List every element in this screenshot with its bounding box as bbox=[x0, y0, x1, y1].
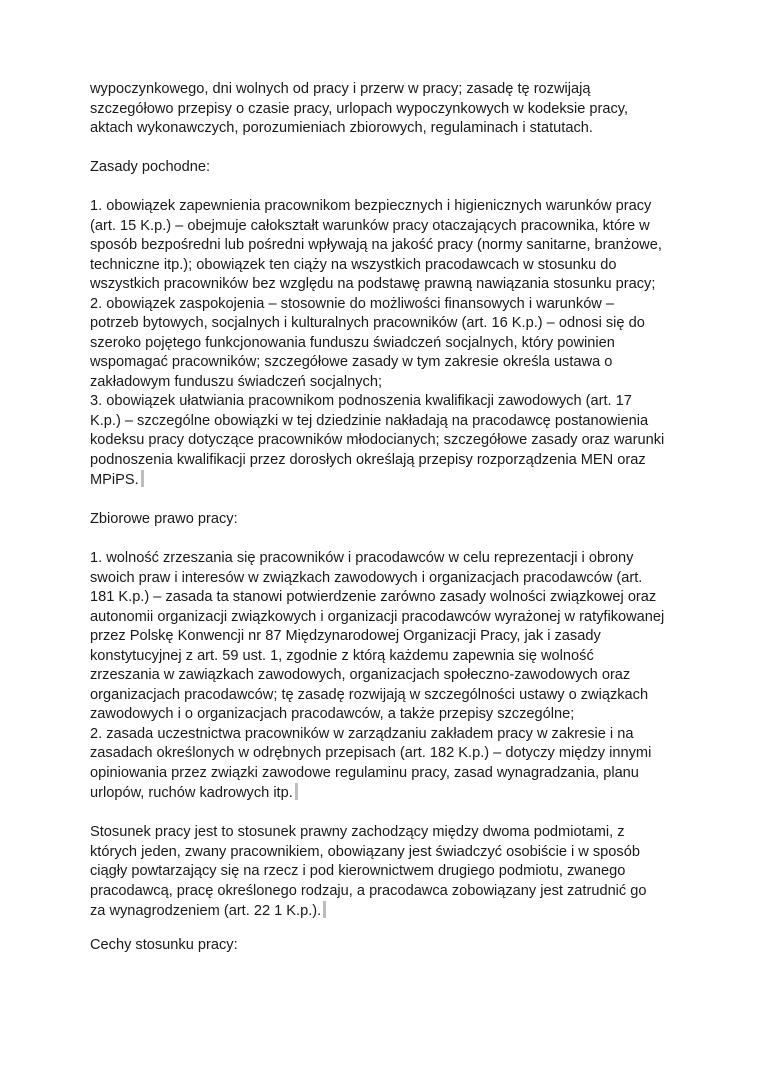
text-line: organizacjach pracodawców; tę zasadę rozwijają w szczególności ustawy o związkach bbox=[90, 686, 649, 703]
heading-derived-principles: Zasady pochodne: bbox=[90, 159, 211, 175]
text-cursor-mark bbox=[323, 901, 326, 918]
text-line: 181 K.p.) – zasada ta stanowi potwierdzenie zarówno zasady wolności związkowej oraz bbox=[90, 589, 657, 605]
text-line: przez Polskę Konwencji nr 87 Międzynarodowej Organizacji Pracy, jak i zasady bbox=[90, 628, 601, 644]
text-line: potrzeb bytowych, socjalnych i kulturalnych pracowników (art. 16 K.p.) – odnosi się do bbox=[90, 315, 645, 331]
collective-law-list bbox=[90, 549, 680, 804]
text-line: ciągły powtarzający się na rzecz i pod kierownictwem drugiego podmiotu, zwanego bbox=[90, 863, 626, 879]
text-line: 2. zasada uczestnictwa pracowników w zarządzaniu zakładem pracy w zakresie i na bbox=[90, 725, 634, 742]
text-line: wspomagać pracowników; szczegółowe zasady w tym zakresie określa ustawa o bbox=[90, 354, 613, 370]
text-line: sposób bezpośredni lub pośredni wpływają na jakość pracy (normy sanitarne, branżowe, bbox=[90, 237, 662, 253]
text-line: 3. obowiązek ułatwiania pracownikom podnoszenia kwalifikacji zawodowych (art. 17 bbox=[90, 393, 632, 409]
heading-employment-features: Cechy stosunku pracy: bbox=[90, 936, 238, 953]
text-line-with-mark bbox=[90, 470, 680, 491]
text-line: zasadach określonych w odrębnych przepisach (art. 182 K.p.) – dotyczy między innymi bbox=[90, 745, 652, 761]
text-line: konstytucyjnej z art. 59 ust. 1, zgodnie z którą każdemu zapewnia się wolność bbox=[90, 647, 594, 664]
text-cursor-mark bbox=[141, 470, 144, 487]
text-line: pracodawcą, pracę określonego rodzaju, a pracodawca zobowiązany jest zatrudnić go bbox=[90, 882, 647, 899]
text-line: zawodowych i o organizacjach pracodawców, a także przepisy szczególne; bbox=[90, 706, 575, 722]
text-line: kodeksu pracy dotyczące pracowników młodocianych; szczegółowe zasady oraz warunki bbox=[90, 432, 665, 448]
text-line: aktach wykonawczych, porozumieniach zbiorowych, regulaminach i statutach. bbox=[90, 120, 593, 136]
text-line: szczegółowo przepisy o czasie pracy, urlopach wypoczynkowych w kodeksie pracy, bbox=[90, 100, 629, 117]
text-line: szeroko pojętego funkcjonowania funduszu świadczeń socjalnych, który powinien bbox=[90, 334, 615, 351]
text-cursor-mark bbox=[295, 783, 298, 800]
text-line: techniczne itp.); obowiązek ten ciąży na wszystkich pracodawcach w stosunku do bbox=[90, 256, 617, 273]
derived-principles-list bbox=[90, 197, 680, 491]
heading-collective-law: Zbiorowe prawo pracy: bbox=[90, 511, 238, 527]
text-line: opiniowania przez związki zawodowe regulaminu pracy, zasad wynagradzania, planu bbox=[90, 764, 639, 781]
text-line: Stosunek pracy jest to stosunek prawny zachodzący między dwoma podmiotami, z bbox=[90, 824, 625, 840]
text-line: podnoszenia kwalifikacji przez dorosłych określają przepisy rozporządzenia MEN oraz bbox=[90, 451, 646, 468]
text-line-with-mark bbox=[90, 901, 680, 922]
employment-relationship-paragraph bbox=[90, 823, 680, 922]
text-line: 1. obowiązek zapewnienia pracownikom bezpiecznych i higienicznych warunków pracy bbox=[90, 198, 652, 214]
text-line: (art. 15 K.p.) – obejmuje całokształt warunków pracy otaczających pracownika, które w bbox=[90, 217, 650, 234]
text-line: wypoczynkowego, dni wolnych od pracy i przerw w pracy; zasadę tę rozwijają bbox=[90, 81, 591, 97]
text-line: zakładowym funduszu świadczeń socjalnych; bbox=[90, 373, 383, 390]
text-line: 1. wolność zrzeszania się pracowników i pracodawców w celu reprezentacji i obrony bbox=[90, 550, 634, 566]
text-line: za wynagrodzeniem (art. 22 1 K.p.). bbox=[90, 903, 322, 919]
text-line: 2. obowiązek zaspokojenia – stosownie do możliwości finansowych i warunków – bbox=[90, 295, 615, 312]
document-page bbox=[90, 80, 680, 955]
text-line-with-mark bbox=[90, 783, 680, 804]
text-line: których jeden, zwany pracownikiem, obowiązany jest świadczyć osobiście i w sposób bbox=[90, 843, 640, 860]
text-line: swoich praw i interesów w związkach zawodowych i organizacjach pracodawców (art. bbox=[90, 569, 643, 586]
text-line: K.p.) – szczególne obowiązki w tej dziedzinie nakładają na pracodawcę postanowienia bbox=[90, 412, 649, 429]
text-line: autonomii organizacji związkowych i organizacji pracodawców wyrażonej w ratyfikowanej bbox=[90, 608, 665, 625]
text-line: urlopów, ruchów kadrowych itp. bbox=[90, 785, 293, 801]
text-line: wszystkich pracowników bez względu na podstawę prawną nawiązania stosunku pracy; bbox=[90, 276, 656, 292]
intro-paragraph bbox=[90, 80, 680, 139]
text-line: MPiPS. bbox=[90, 472, 139, 488]
text-line: zrzeszania w zawiązkach zawodowych, organizacjach społeczno-zawodowych oraz bbox=[90, 667, 631, 683]
